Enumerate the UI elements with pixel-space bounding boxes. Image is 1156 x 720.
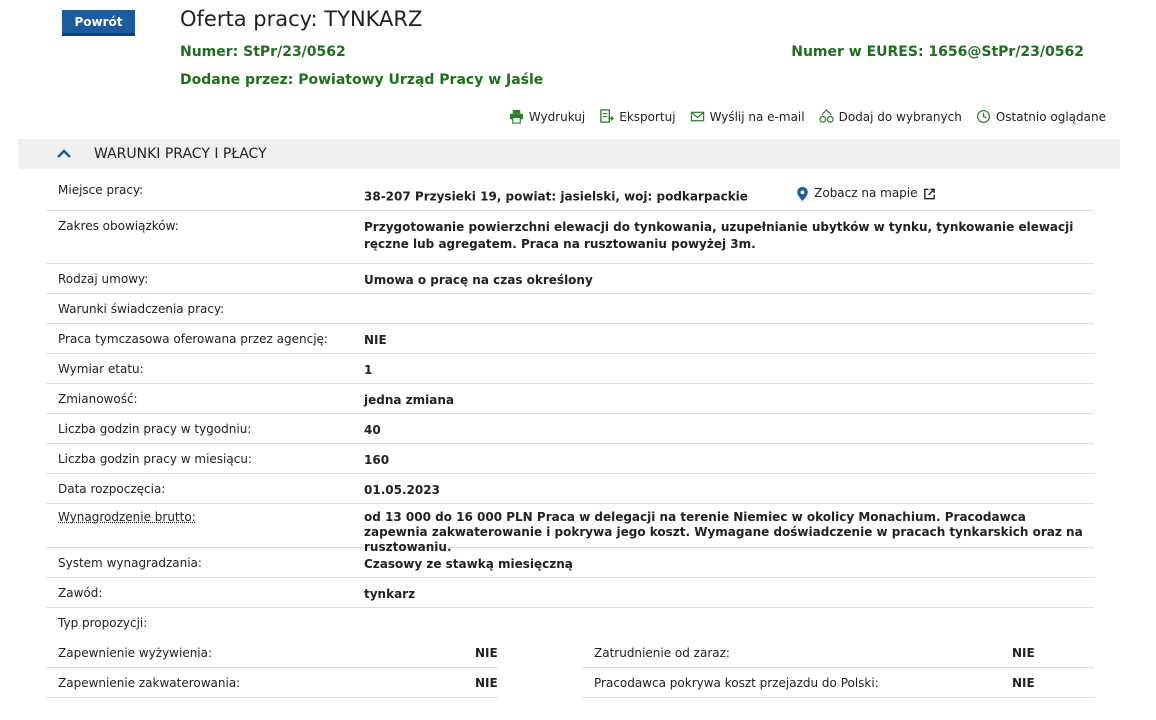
row-label: Miejsce pracy: (58, 183, 144, 197)
favorite-label: Dodaj do wybranych (838, 109, 962, 124)
added-by-label: Dodane przez: (180, 72, 299, 88)
table-row (46, 211, 1094, 264)
row-label: Data rozpoczęcia: (58, 482, 166, 496)
clock-icon (976, 109, 991, 124)
added-by (180, 72, 543, 88)
export-button[interactable] (599, 109, 675, 124)
external-link-icon (923, 187, 936, 201)
section-title: WARUNKI PRACY I PŁACY (94, 146, 267, 162)
location-value: 38-207 Przysieki 19, powiat: jasielski, woj: podkarpackie (364, 189, 748, 204)
table-row (46, 638, 1094, 668)
table-row (46, 175, 1094, 211)
row-label: Wymiar etatu: (58, 362, 144, 376)
page-title: Oferta pracy: TYNKARZ (180, 7, 423, 31)
row-label: Praca tymczasowa oferowana przez agencję: (58, 332, 328, 346)
row-value: 160 (364, 453, 390, 467)
row-value: jedna zmiana (364, 393, 454, 407)
table-row (46, 324, 1094, 354)
row-value: tynkarz (364, 587, 416, 601)
table-row (46, 504, 1094, 554)
row-label-with-tooltip[interactable]: Wynagrodzenie brutto: (58, 510, 196, 524)
row-value: 01.05.2023 (364, 483, 440, 497)
chevron-up-icon (56, 146, 72, 162)
row-value: Umowa o pracę na czas określony (364, 273, 593, 287)
table-row (46, 474, 1094, 504)
table-row (46, 668, 1094, 698)
row-value: od 13 000 do 16 000 PLN Praca w delegacji na terenie Niemiec w okolicy Monachium. Pracodawca zapewnia zakwaterowanie i pokrywa jego koszt. Wymagane doświadczenie w pracach tynkarskich oraz na rusztowaniu. (364, 510, 1083, 554)
printer-icon (509, 109, 524, 124)
export-icon (599, 109, 614, 124)
recent-label: Ostatnio oglądane (995, 109, 1106, 124)
map-pin-icon (796, 187, 809, 201)
row-label: Pracodawca pokrywa koszt przejazdu do Polski: (594, 675, 879, 690)
map-link-label: Zobacz na mapie (814, 186, 918, 200)
row-value: 1 (364, 363, 373, 377)
row-value: NIE (475, 645, 498, 660)
row-value: Czasowy ze stawką miesięczną (364, 557, 573, 571)
row-value: NIE (1012, 645, 1035, 660)
offer-number: Numer: StPr/23/0562 (180, 44, 346, 60)
row-label: Warunki świadczenia pracy: (58, 302, 225, 316)
table-row (46, 354, 1094, 384)
row-label: Rodzaj umowy: (58, 272, 149, 286)
row-value (364, 183, 1094, 206)
added-by-value: Powiatowy Urząd Pracy w Jaśle (298, 72, 544, 88)
envelope-icon (690, 109, 705, 124)
recent-button[interactable] (976, 109, 1106, 124)
eures-number: Numer w EURES: 1656@StPr/23/0562 (791, 44, 1084, 60)
favorite-button[interactable] (819, 109, 962, 124)
row-value: Przygotowanie powierzchni elewacji do tynkowania, uzupełnianie ubytków w tynku, tynkowanie elewacji ręczne lub agregatem. Praca na rusztowaniu powyżej 3m. (364, 220, 1074, 251)
table-row (46, 264, 1094, 294)
row-value: NIE (475, 675, 498, 690)
row-value: NIE (1012, 675, 1035, 690)
row-label: Liczba godzin pracy w miesiącu: (58, 452, 252, 466)
email-button[interactable] (690, 109, 805, 124)
row-label: Zmianowość: (58, 392, 138, 406)
table-row (46, 414, 1094, 444)
action-toolbar (509, 109, 1106, 124)
export-label: Eksportuj (619, 109, 676, 124)
map-link[interactable] (796, 185, 935, 202)
print-label: Wydrukuj (528, 109, 586, 124)
details-table (46, 175, 1094, 638)
table-row (46, 294, 1094, 324)
back-button[interactable]: Powrót (62, 10, 135, 36)
row-label: Zapewnienie wyżywienia: (58, 645, 213, 660)
table-row (46, 608, 1094, 638)
benefit-cell (46, 668, 498, 698)
row-label: Zapewnienie zakwaterowania: (58, 675, 241, 690)
table-row (46, 444, 1094, 474)
row-label: System wynagradzania: (58, 556, 202, 570)
benefit-cell (46, 638, 498, 668)
benefit-cell (582, 668, 1094, 698)
row-value: 40 (364, 423, 381, 437)
row-value: NIE (364, 333, 387, 347)
table-row (46, 578, 1094, 608)
row-label: Liczba godzin pracy w tygodniu: (58, 422, 252, 436)
print-button[interactable] (509, 109, 585, 124)
row-label: Zawód: (58, 586, 103, 600)
table-row (46, 384, 1094, 414)
row-label: Zakres obowiązków: (58, 219, 179, 233)
row-label: Typ propozycji: (58, 616, 148, 630)
favorites-icon (819, 109, 834, 124)
section-header-toggle[interactable] (18, 139, 1120, 169)
benefit-cell (582, 638, 1094, 668)
email-label: Wyślij na e-mail (709, 109, 805, 124)
row-label: Zatrudnienie od zaraz: (594, 645, 730, 660)
benefits-grid (46, 638, 1094, 698)
